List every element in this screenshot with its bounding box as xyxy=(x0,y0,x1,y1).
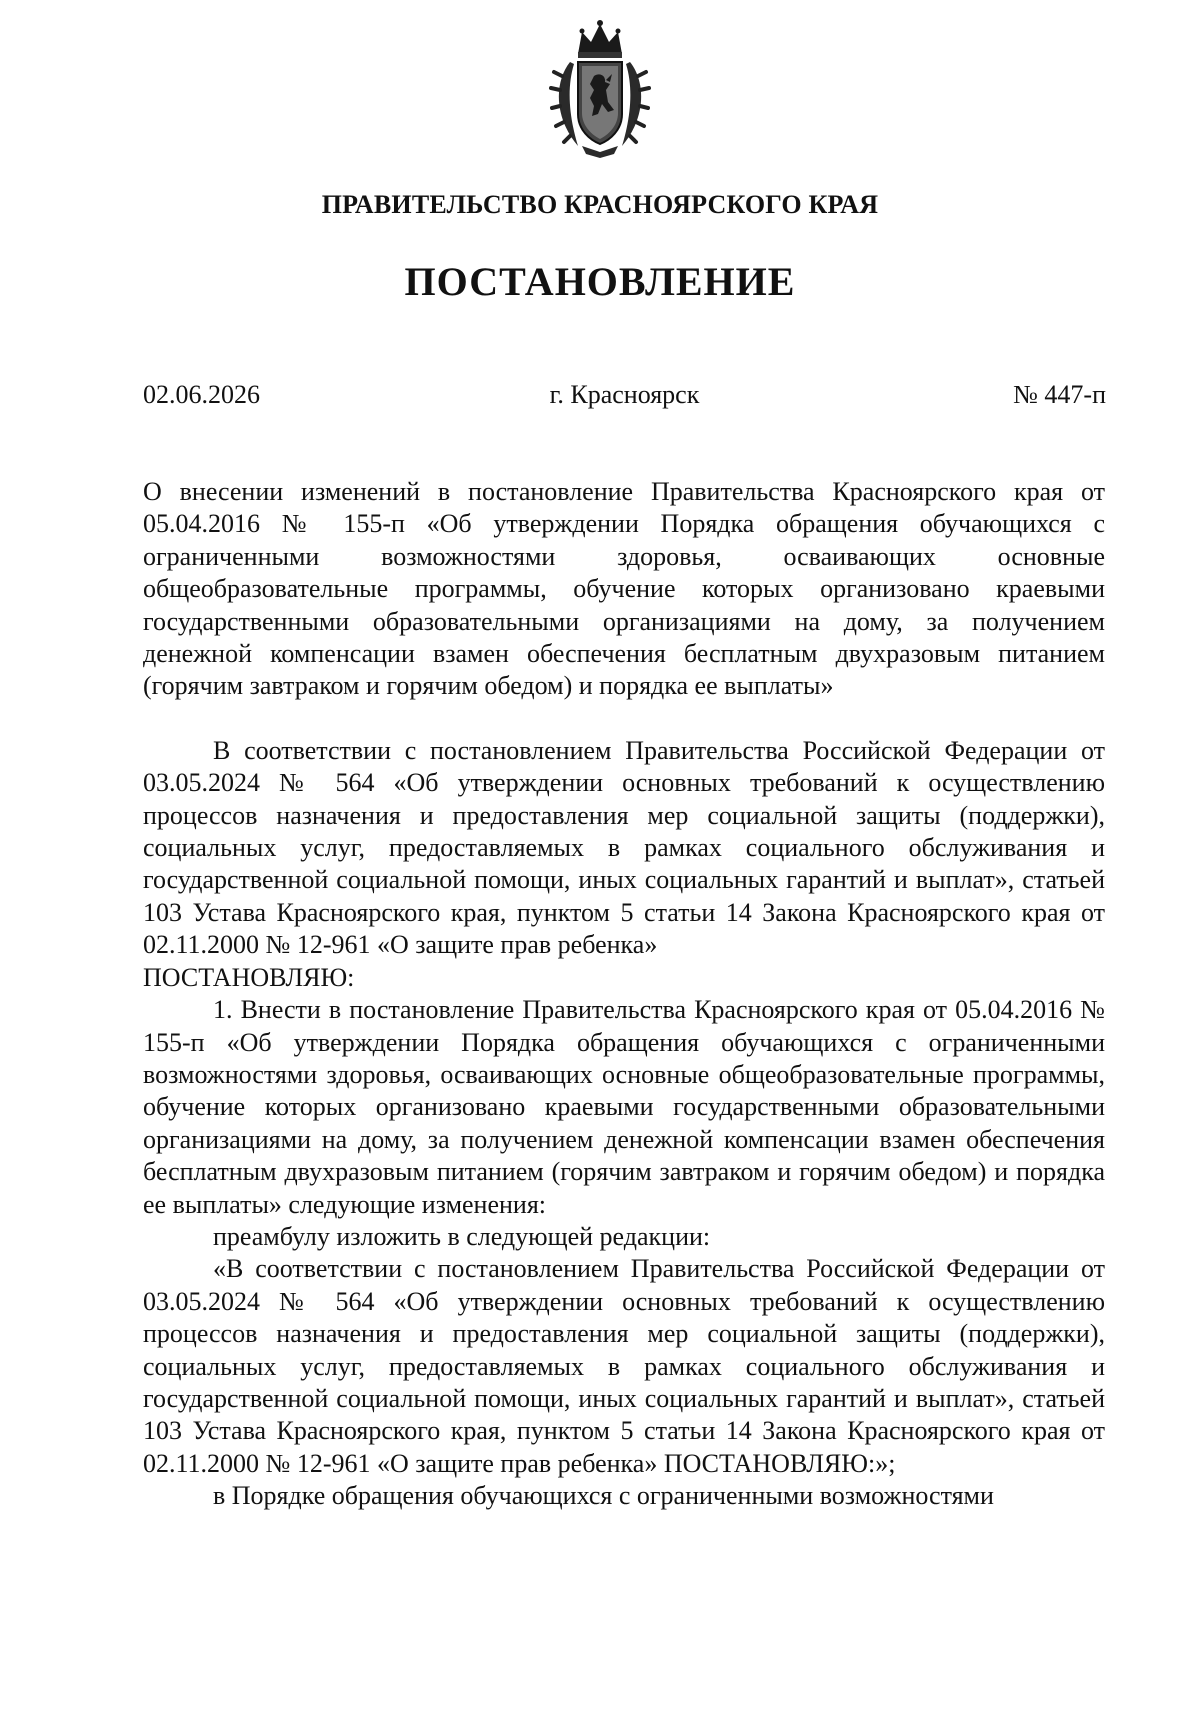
document-meta-row xyxy=(143,380,1106,414)
preamble-paragraph: В соответствии с постановлением Правительства Российской Федерации от 03.05.2024 № 564 «Об утверждении основных требований к осуществлению процессов назначения и предоставления мер социальной защиты (поддержки), социальных услуг, предоставляемых в рамках социального обслуживания и государственной социальной помощи, иных социальных гарантий и выплат», статьей 103 Устава Красноярского края, пунктом 5 статьи 14 Закона Красноярского края от 02.11.2000 № 12-961 «О защите прав ребенка» xyxy=(143,735,1105,960)
document-number: № 447-п xyxy=(1013,380,1106,409)
order-paragraph-start: в Порядке обращения обучающихся с ограниченными возможностями xyxy=(213,1481,994,1511)
document-body xyxy=(143,476,1105,1513)
item-1-paragraph: 1. Внести в постановление Правительства Красноярского края от 05.04.2016 № 155-п «Об утверждении Порядка обращения обучающихся с ограниченными возможностями здоровья, осваивающих основные общеобразовательные программы, обучение которых организовано краевыми государственными образовательными организациями на дому, за получением денежной компенсации взамен обеспечения бесплатным двухразовым питанием (горячим завтраком и горячим обедом) и порядка ее выплаты» следующие изменения: xyxy=(143,995,1105,1219)
resolve-line: ПОСТАНОВЛЯЮ: xyxy=(143,962,355,992)
document-date: 02.06.2026 xyxy=(143,380,260,409)
government-title: ПРАВИТЕЛЬСТВО КРАСНОЯРСКОГО КРАЯ xyxy=(321,190,879,219)
document-heading: О внесении изменений в постановление Правительства Красноярского края от 05.04.2016 № 155-п «Об утверждении Порядка обращения обучающихся с ограниченными возможностями здоровья, осваивающих основные общеобразовательные программы, обучение которых организовано краевыми государственными образовательными организациями на дому, за получением денежной компенсации взамен обеспечения бесплатным двухразовым питанием (горячим завтраком и горячим обедом) и порядка ее выплаты» xyxy=(143,477,1105,701)
krasnoyarsk-krai-coat-of-arms-icon xyxy=(548,18,652,158)
document-type-title: ПОСТАНОВЛЕНИЕ xyxy=(404,259,796,304)
document-city: г. Красноярск xyxy=(549,380,700,409)
instruction-paragraph: преамбулу изложить в следующей редакции: xyxy=(213,1221,711,1251)
new-preamble-paragraph: «В соответствии с постановлением Правительства Российской Федерации от 03.05.2024 № 564 «Об утверждении основных требований к осуществлению процессов назначения и предоставления мер социальной защиты (поддержки), социальных услуг, предоставляемых в рамках социального обслуживания и государственной социальной помощи, иных социальных гарантий и выплат», статьей 103 Устава Красноярского края, пунктом 5 статьи 14 Закона Красноярского края от 02.11.2000 № 12-961 «О защите прав ребенка» ПОСТАНОВЛЯЮ:»; xyxy=(143,1254,1105,1478)
